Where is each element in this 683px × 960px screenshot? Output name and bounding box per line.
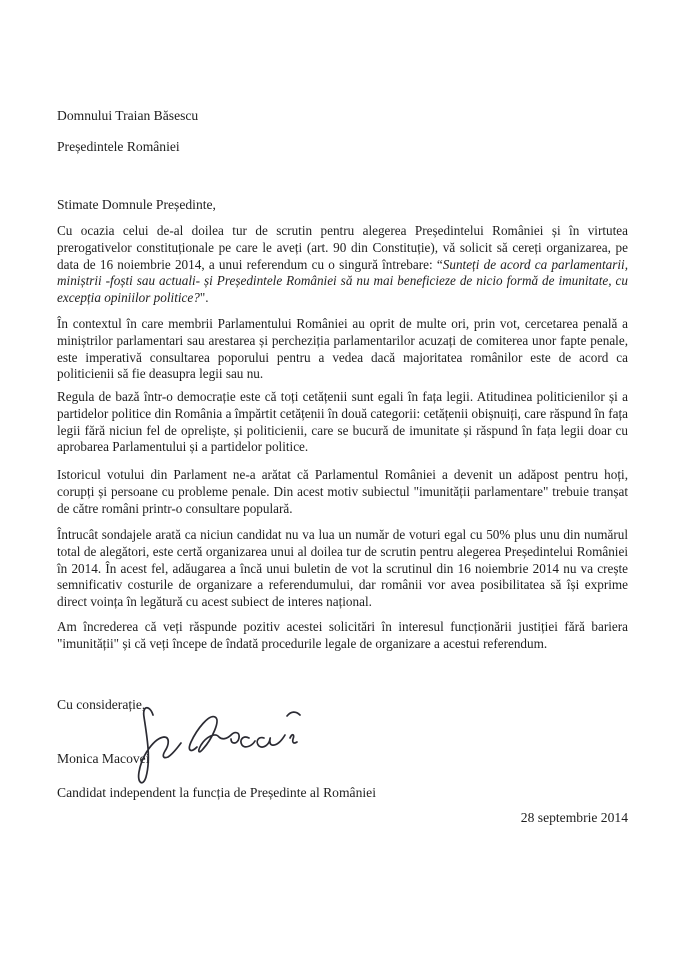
paragraph-request-close: ". <box>199 290 209 306</box>
paragraph-history: Istoricul votului din Parlament ne-a arătat că Parlamentul României a devenit un adăpost pentru hoți, corupți și persoane cu probleme penale. Din acest motiv subiectul "imunității parlamentare" trebuie tranșat de către români printr-o consultare populară. <box>57 467 628 516</box>
recipient-title: Președintele României <box>57 139 180 154</box>
paragraph-request-lead: Cu ocazia celui de-al doilea tur de scrutin pentru alegerea Președintelui României și în virtutea prerogativelor constituționale pe care le aveți (art. 90 din Constituție), vă solicit să cereți organizarea, pe data de 16 noiembrie 2014, a unui referendum cu o singură întrebare: “ <box>57 223 628 272</box>
handwritten-signature-icon <box>131 701 303 791</box>
paragraph-costs: Întrucât sondajele arată ca niciun candidat nu va lua un număr de voturi egal cu 50% plus unu din numărul total de alegători, este certă organizarea unui al doilea tur de scrutin pentru alegerea Președintelui României în 2014. În acest fel, adăugarea a încă unui buletin de vot la scrutinul din 16 noiembrie 2014 nu va crește semnificativ costurile de organizare a referendumului, dar românii vor avea posibilitatea să își exprime direct voința în legătură cu acest subiect de interes național. <box>57 527 628 610</box>
closing-salutation: Cu considerație, <box>57 697 146 712</box>
signer-title: Candidat independent la funcția de Președinte al României <box>57 785 376 800</box>
referendum-question-quote: Sunteți de acord ca parlamentarii, miniștrii -foști sau actuali- și Președintele României să nu mai beneficieze de nicio formă de imunitate, cu excepția opiniilor politice? <box>57 256 629 306</box>
signer-name: Monica Macovei <box>57 751 150 766</box>
recipient-name: Domnului Traian Băsescu <box>57 108 199 123</box>
paragraph-request <box>57 223 628 307</box>
paragraph-equality: Regula de bază într-o democrație este că toți cetățenii sunt egali în fața legii. Atitudinea politicienilor și a partidelor politice din România a împărtit cetățenii în două categorii: cetățenii obișnuiți, care răspund în fața legii fără niciun fel de opreliște, și politicienii, care se bucură de imunitate și răspund în fața legii doar cu aprobarea Parlamentului și a partidelor politice. <box>57 389 628 455</box>
paragraph-context: În contextul în care membrii Parlamentului României au oprit de multe ori, prin vot, cercetarea penală a miniștrilor parlamentari sau arestarea și percheziția parlamentarilor acuzați de comiterea unor fapte penale, este imperativă consultarea poporului pentru a vedea dacă majoritatea românilor este de acord ca politicienii să fie deasupra legii sau nu. <box>57 316 628 382</box>
paragraph-trust: Am încrederea că veți răspunde pozitiv acestei solicitări în interesul funcționării justiției fără bariera "imunității" și că veți începe de îndată procedurile legale de organizare a acestui referendum. <box>57 619 628 651</box>
letter-date: 28 septembrie 2014 <box>520 810 628 825</box>
salutation: Stimate Domnule Președinte, <box>57 197 216 212</box>
